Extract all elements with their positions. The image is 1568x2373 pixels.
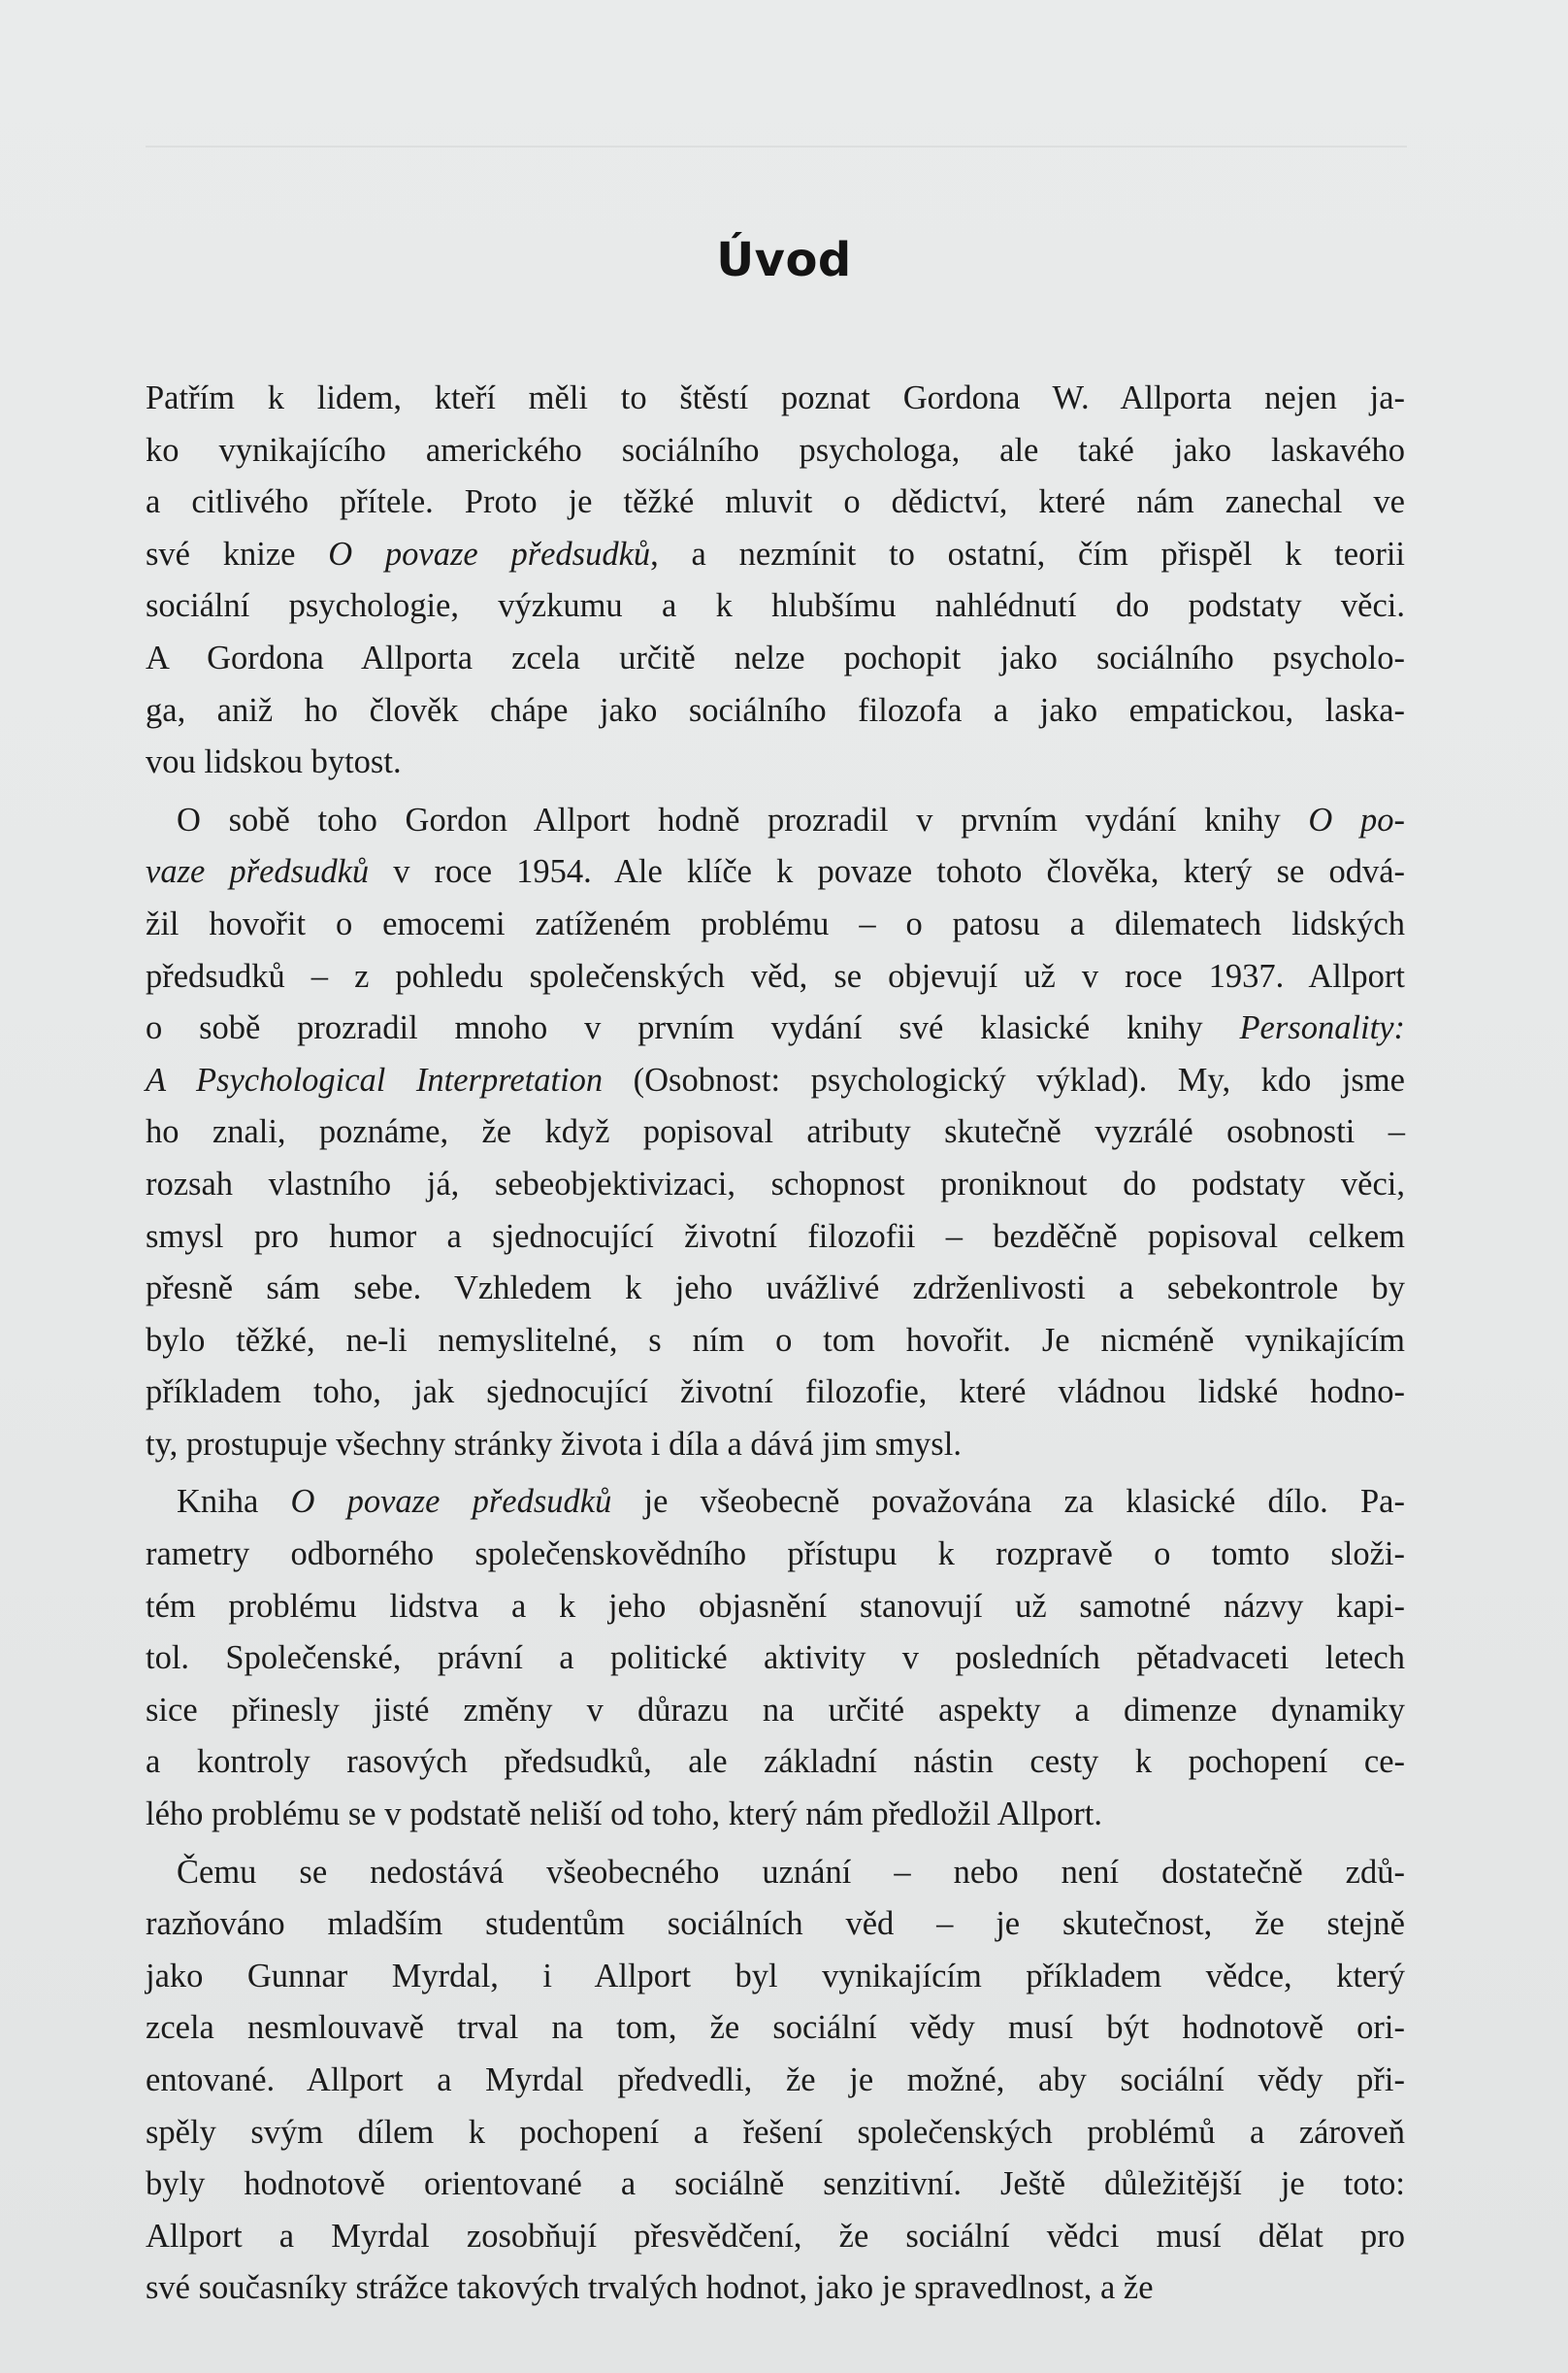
text-line — [146, 1898, 1405, 1951]
italic-text: O povaze předsudků — [328, 535, 651, 573]
text-line — [146, 1847, 1405, 1899]
text-run: sociální psychologie, výzkumu a k hlubšímu nahlédnutí do podstaty věci. — [146, 587, 1405, 625]
text-line — [146, 951, 1405, 1004]
paragraph — [146, 1476, 1405, 1840]
text-run: v roce 1954. Ale klíče k povaze tohoto člověka, který se odvá- — [369, 853, 1405, 891]
text-run: Allport a Myrdal zosobňují přesvědčení, že sociální vědci musí dělat pro — [146, 2217, 1405, 2255]
text-run: lého problému se v podstatě neliší od toho, který nám předložil Allport. — [146, 1796, 1102, 1833]
text-line — [146, 1211, 1405, 1264]
italic-text: Personality: — [1239, 1009, 1405, 1047]
text-run: sice přinesly jisté změny v důrazu na určité aspekty a dimenze dynamiky — [146, 1691, 1405, 1729]
text-line — [146, 1159, 1405, 1211]
text-line — [146, 1055, 1405, 1107]
text-run: své současníky strážce takových trvalých hodnot, jako je spravedlnost, a že — [146, 2269, 1154, 2307]
text-run: předsudků – z pohledu společenských věd, se objevují už v roce 1937. Allport — [146, 957, 1405, 995]
text-line — [146, 2107, 1405, 2159]
text-line — [146, 1951, 1405, 2003]
paragraph — [146, 795, 1405, 1471]
text-run: Čemu se nedostává všeobecného uznání – nebo není dostatečně zdů- — [177, 1853, 1405, 1891]
text-line — [146, 2262, 1405, 2315]
text-run: ho znali, poznáme, že když popisoval atributy skutečně vyzrálé osobnosti – — [146, 1113, 1405, 1151]
text-run: a kontroly rasových předsudků, ale základní nástin cesty k pochopení ce- — [146, 1743, 1405, 1781]
text-line — [146, 1632, 1405, 1685]
text-line — [146, 1263, 1405, 1315]
page-title: Úvod — [716, 233, 852, 288]
text-line — [146, 1685, 1405, 1737]
text-run: A Gordona Allporta zcela určitě nelze pochopit jako sociálního psycholo- — [146, 639, 1405, 676]
text-run: Kniha — [177, 1483, 291, 1521]
text-run: jako Gunnar Myrdal, i Allport byl vynikajícím příkladem vědce, který — [146, 1957, 1405, 1994]
text-line — [146, 373, 1405, 425]
text-line — [146, 2211, 1405, 2263]
text-line — [146, 1736, 1405, 1789]
text-run: žil hovořit o emocemi zatíženém problému – o patosu a dilematech lidských — [146, 905, 1405, 942]
text-run: rozsah vlastního já, sebeobjektivizaci, schopnost proniknout do podstaty věci, — [146, 1165, 1405, 1203]
text-line — [146, 2055, 1405, 2107]
text-line — [146, 1789, 1405, 1841]
text-run: ty, prostupuje všechny stránky života i díla a dává jim smysl. — [146, 1425, 962, 1463]
text-run: smysl pro humor a sjednocující životní filozofii – bezděčně popisoval celkem — [146, 1217, 1405, 1255]
text-run: zcela nesmlouvavě trval na tom, že sociální vědy musí být hodnotově ori- — [146, 2009, 1405, 2047]
text-run: rametry odborného společenskovědního přístupu k rozpravě o tomto složi- — [146, 1535, 1405, 1573]
text-line — [146, 1419, 1405, 1471]
text-run: byly hodnotově orientované a sociálně senzitivní. Ještě důležitější je toto: — [146, 2165, 1405, 2203]
text-run: bylo těžké, ne-li nemyslitelné, s ním o tom hovořit. Je nicméně vynikajícím — [146, 1321, 1405, 1359]
text-run: je všeobecně považována za klasické dílo. Pa- — [611, 1483, 1405, 1521]
text-line — [146, 1581, 1405, 1633]
text-run: entované. Allport a Myrdal předvedli, že je možné, aby sociální vědy při- — [146, 2061, 1405, 2098]
text-run: tol. Společenské, právní a politické aktivity v posledních pětadvaceti letech — [146, 1639, 1405, 1677]
text-run: ko vynikajícího amerického sociálního psychologa, ale také jako laskavého — [146, 431, 1405, 469]
text-line — [146, 529, 1405, 581]
text-line — [146, 425, 1405, 478]
text-run: O sobě toho Gordon Allport hodně prozradil v prvním vydání knihy — [177, 801, 1309, 839]
text-run: vou lidskou bytost. — [146, 743, 402, 781]
text-line — [146, 633, 1405, 685]
text-line — [146, 1367, 1405, 1419]
paragraph — [146, 1847, 1405, 2315]
text-run: přesně sám sebe. Vzhledem k jeho uvážlivé zdrženlivosti a sebekontrole by — [146, 1269, 1405, 1307]
text-run: ga, aniž ho člověk chápe jako sociálního filozofa a jako empatickou, laska- — [146, 691, 1405, 729]
text-line — [146, 899, 1405, 951]
italic-text: vaze předsudků — [146, 853, 370, 891]
text-line — [146, 795, 1405, 847]
body-text — [146, 373, 1405, 2315]
text-line — [146, 737, 1405, 789]
text-run: o sobě prozradil mnoho v prvním vydání své klasické knihy — [146, 1009, 1240, 1047]
bleed-through-rule — [146, 146, 1407, 148]
text-line — [146, 846, 1405, 899]
italic-text: A Psychological Interpretation — [146, 1061, 604, 1099]
text-line — [146, 1476, 1405, 1529]
text-run: příkladem toho, jak sjednocující životní filozofie, které vládnou lidské hodno- — [146, 1373, 1405, 1411]
text-line — [146, 477, 1405, 529]
paragraph — [146, 373, 1405, 789]
italic-text: O povaze předsudků — [290, 1483, 612, 1521]
text-line — [146, 685, 1405, 738]
text-line — [146, 1003, 1405, 1055]
text-run: (Osobnost: psychologický výklad). My, kdo jsme — [603, 1061, 1405, 1099]
text-run: spěly svým dílem k pochopení a řešení společenských problémů a zároveň — [146, 2113, 1405, 2151]
text-run: , a nezmínit to ostatní, čím přispěl k teorii — [650, 535, 1405, 573]
text-line — [146, 1106, 1405, 1159]
text-run: razňováno mladším studentům sociálních věd – je skutečnost, že stejně — [146, 1905, 1405, 1943]
text-line — [146, 1529, 1405, 1581]
text-line — [146, 2159, 1405, 2211]
text-line — [146, 1315, 1405, 1368]
text-run: Patřím k lidem, kteří měli to štěstí poznat Gordona W. Allporta nejen ja- — [146, 379, 1405, 416]
text-line — [146, 2002, 1405, 2055]
text-run: a citlivého přítele. Proto je těžké mluvit o dědictví, které nám zanechal ve — [146, 483, 1405, 521]
italic-text: O po- — [1308, 801, 1405, 839]
text-run: tém problému lidstva a k jeho objasnění stanovují už samotné názvy kapi- — [146, 1587, 1405, 1625]
text-line — [146, 580, 1405, 633]
text-run: své knize — [146, 535, 329, 573]
